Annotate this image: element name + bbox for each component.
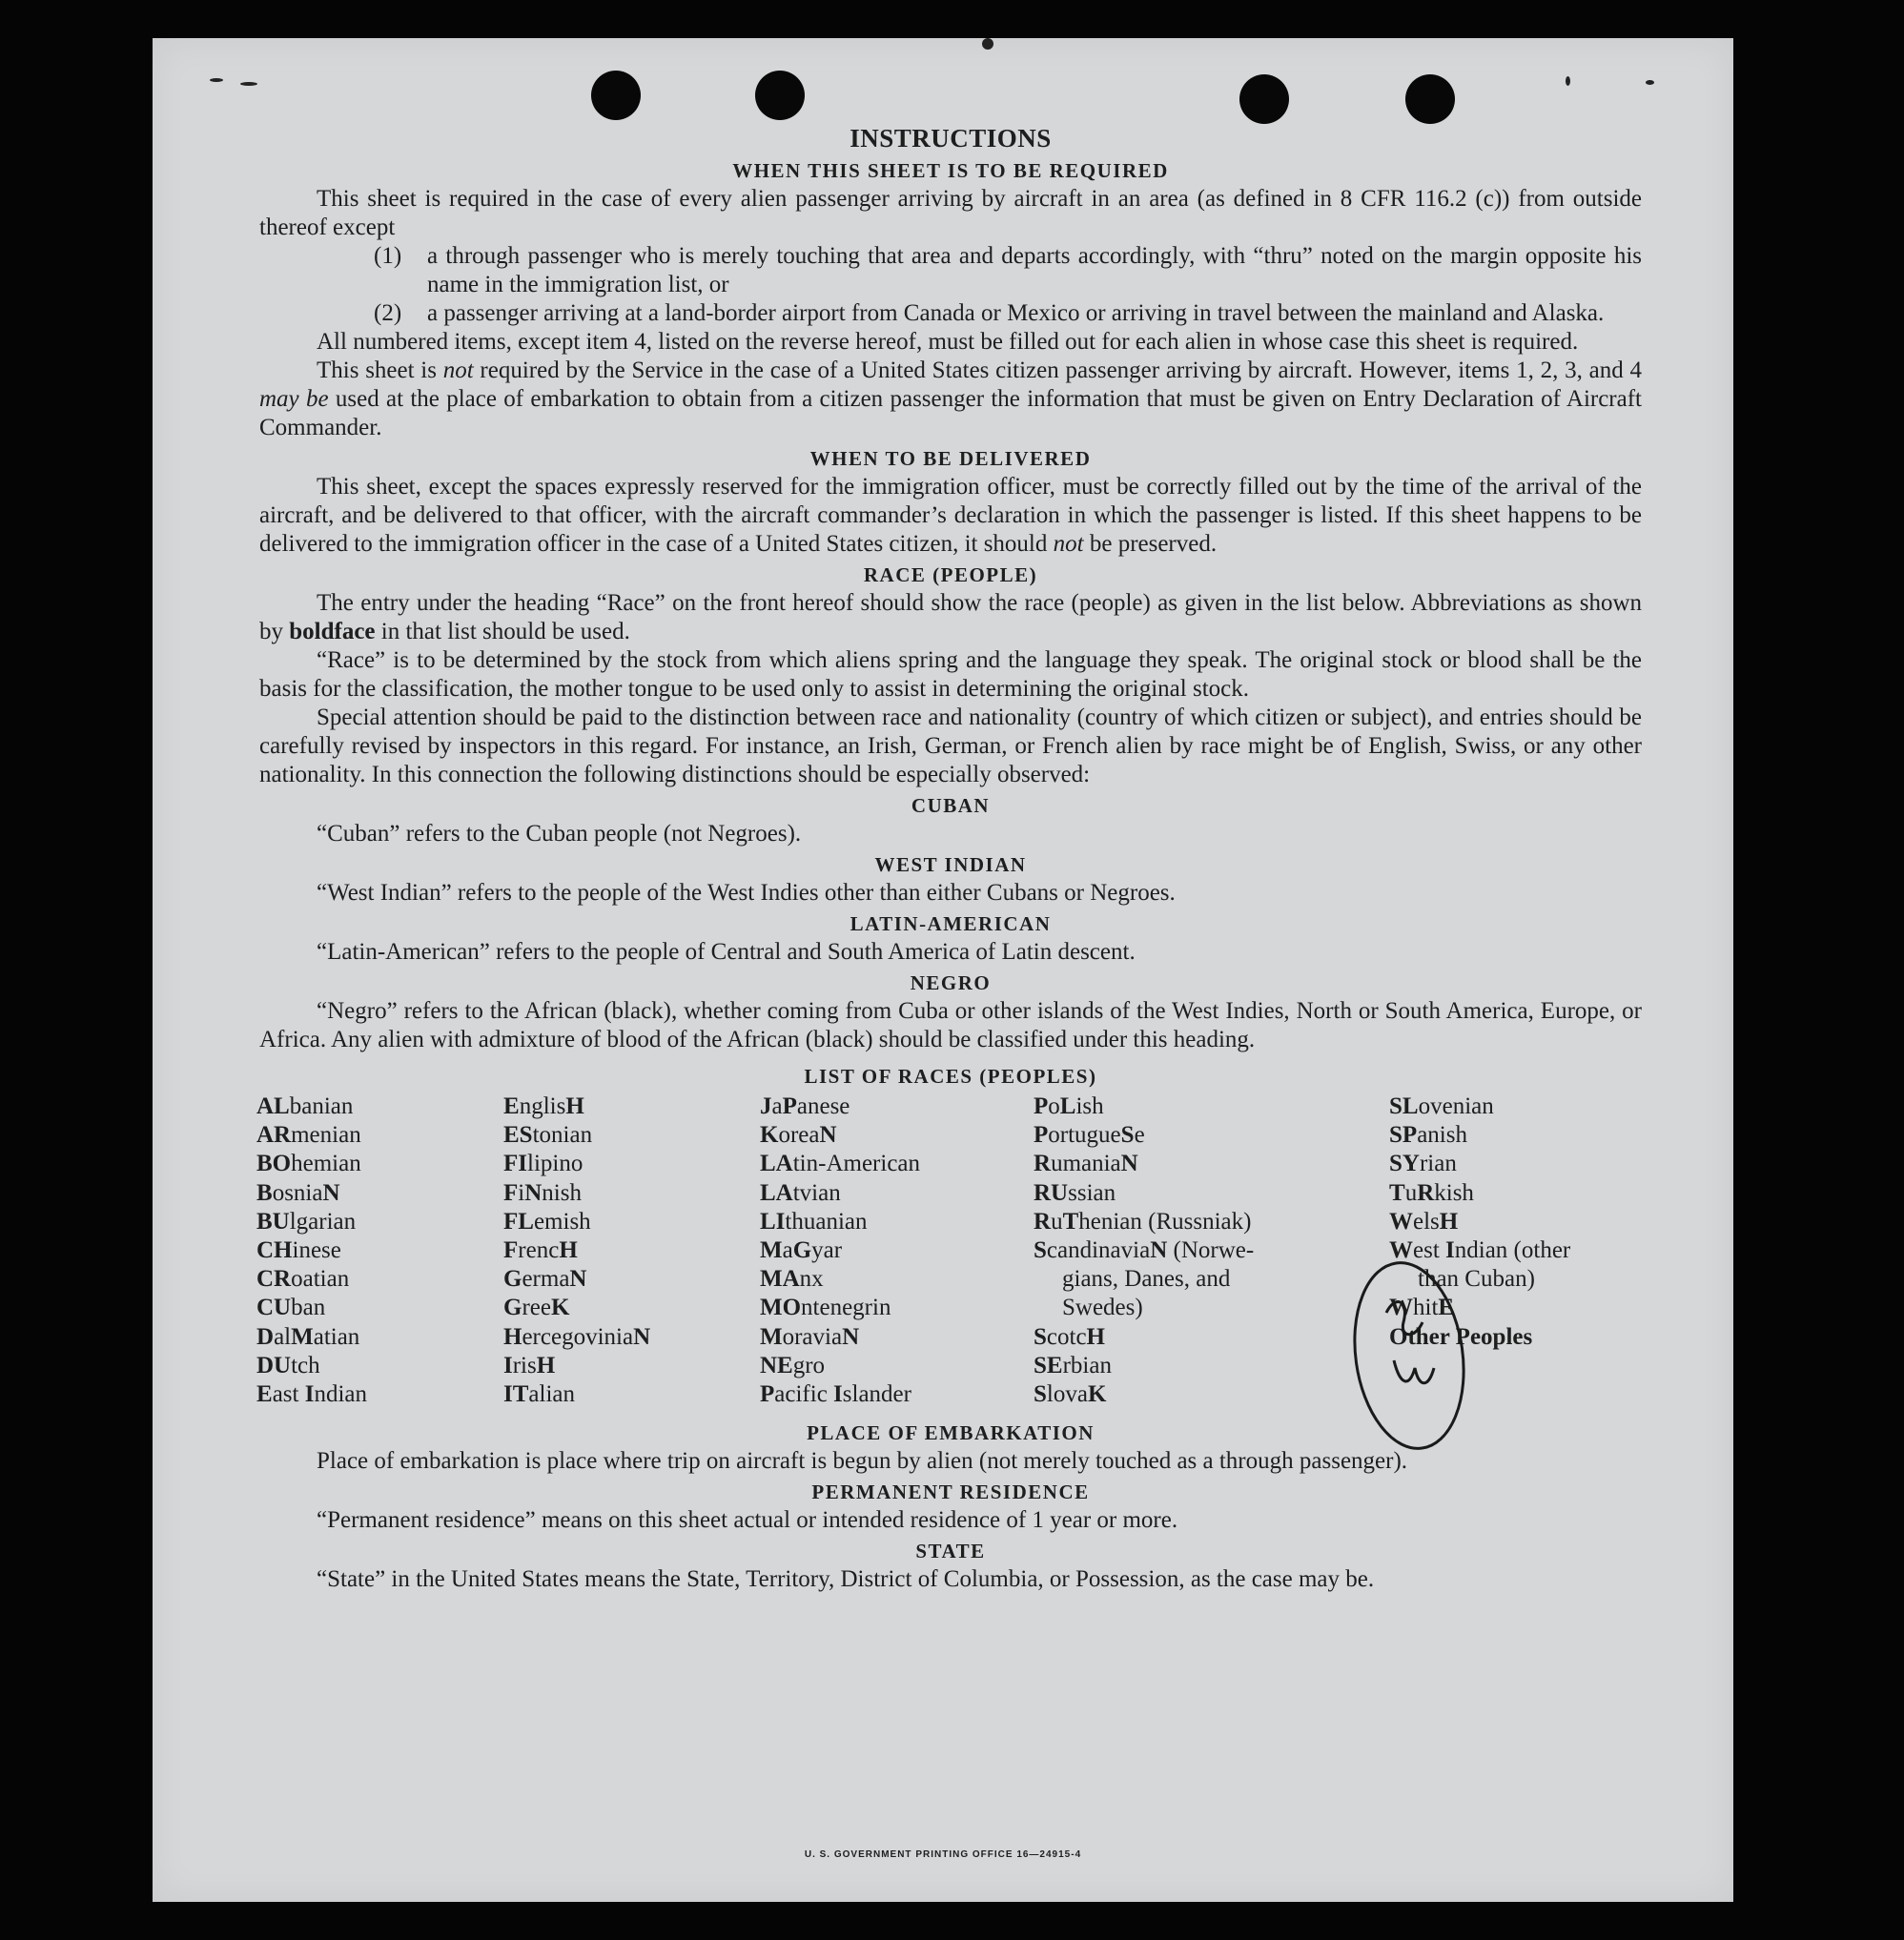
race-entry: SPanish (1389, 1122, 1467, 1149)
scan-speck (210, 78, 223, 82)
race-entry: ALbanian (256, 1093, 354, 1119)
item-number: (2) (374, 300, 402, 326)
race-paragraph-3: Special attention should be paid to the distinction between race and nationality (country of which citizen or subject), and entries should be carefully revised by inspectors in this regard. For instance, an Irish, German, or French alien by race might be of English, Swiss, or any other nationality. In this connection the following distinctions should be especially observed: (259, 705, 1642, 787)
race-entry: ARmenian (256, 1122, 361, 1149)
item-number: (1) (374, 243, 402, 269)
race-entry: NEgro (760, 1352, 826, 1378)
race-entry: IrisH (503, 1352, 556, 1378)
heading-when-delivered: WHEN TO BE DELIVERED (809, 447, 1092, 470)
numbered-items-paragraph: All numbered items, except item 4, listed on the reverse hereof, must be filled out for each alien in whose case this sheet is required. (317, 329, 1579, 355)
handwritten-circle-mark (1346, 1256, 1472, 1456)
race-entry: RumaniaN (1034, 1151, 1138, 1177)
latin-american-text: “Latin-American” refers to the people of Central and South America of Latin descent. (317, 939, 1136, 965)
race-entry: MOntenegrin (760, 1295, 891, 1321)
scan-speck (982, 38, 993, 50)
item-text: a through passenger who is merely touching that area and departs accordingly, with “thru” noted on the margin opposite his name in the immigration list, or (427, 243, 1642, 297)
race-entry: Pacific Islander (760, 1381, 911, 1408)
heading-place-of-embarkation: PLACE OF EMBARKATION (807, 1421, 1095, 1444)
negro-text: “Negro” refers to the African (black), whether coming from Cuba or other islands of the West Indies, North or South America, Europe, or Africa. Any alien with admixture of blood of the African (black) should be classified under this heading. (259, 998, 1642, 1052)
heading-west-indian: WEST INDIAN (874, 853, 1027, 876)
heading-list-of-races: LIST OF RACES (PEOPLES) (804, 1065, 1097, 1088)
race-column-3 (760, 1093, 920, 1409)
race-entry: WhitE (1389, 1295, 1455, 1321)
race-entry: GreeK (503, 1295, 570, 1321)
race-paragraph-2: “Race” is to be determined by the stock from which aliens spring and the language they speak. The original stock or blood shall be the basis for the classification, the mother tongue to be used only to assist in determining the original stock. (259, 647, 1642, 702)
race-column-2 (503, 1093, 650, 1409)
race-entry: WelsH (1389, 1208, 1459, 1235)
scan-speck (1566, 76, 1570, 86)
race-entry: FLemish (503, 1208, 591, 1235)
race-entry: CHinese (256, 1237, 341, 1264)
race-entry: MaGyar (760, 1237, 843, 1264)
race-entry: LAtin-American (760, 1151, 921, 1177)
race-entry: MAnx (760, 1266, 824, 1293)
race-entry: SYrian (1389, 1151, 1457, 1177)
required-intro: This sheet is required in the case of every alien passenger arriving by aircraft in an area (as defined in 8 CFR 116.2 (c)) from outside thereof except (259, 186, 1642, 240)
punch-hole (591, 71, 641, 120)
race-entry: PortugueSe (1034, 1122, 1145, 1149)
race-entry: than Cuban) (1418, 1266, 1535, 1293)
race-entry: FIlipino (503, 1151, 583, 1177)
heading-permanent-residence: PERMANENT RESIDENCE (811, 1481, 1090, 1503)
race-entry: JaPanese (760, 1093, 850, 1119)
race-entry: KoreaN (760, 1122, 837, 1149)
race-column-4 (1034, 1093, 1310, 1409)
punch-hole (1405, 74, 1455, 124)
west-indian-text: “West Indian” refers to the people of the West Indies other than either Cubans or Negroes. (317, 880, 1176, 906)
race-entry: FiNnish (503, 1179, 582, 1206)
race-paragraph-1: The entry under the heading “Race” on the front hereof should show the race (people) as given in the list below. Abbreviations as shown by boldface in that list should be used. (259, 590, 1642, 644)
heading-state: STATE (915, 1540, 986, 1562)
race-entry: LAtvian (760, 1179, 841, 1206)
race-entry: MoraviaN (760, 1323, 860, 1350)
race-entry: ITalian (503, 1381, 575, 1408)
scan-speck (240, 82, 257, 86)
race-entry: CUban (256, 1295, 326, 1321)
race-entry: SErbian (1034, 1352, 1112, 1378)
race-entry: CRoatian (256, 1266, 350, 1293)
race-entry: ScandinaviaN (Norwe- (1034, 1237, 1255, 1264)
race-entry: gians, Danes, and (1062, 1266, 1231, 1293)
race-entry: HercegoviniaN (503, 1323, 651, 1350)
citizen-paragraph: This sheet is not required by the Service in the case of a United States citizen passenger arriving by aircraft. However, items 1, 2, 3, and 4 may be used at the place of embarkation to obtain from a citizen passenger the information that must be given on Entry Declaration of Aircraft Commander. (259, 357, 1643, 440)
race-entry: TuRkish (1389, 1179, 1474, 1206)
cuban-text: “Cuban” refers to the Cuban people (not Negroes). (317, 821, 802, 847)
race-entry: GermaN (503, 1266, 587, 1293)
punch-hole (1239, 74, 1289, 124)
race-entry: BUlgarian (256, 1208, 357, 1235)
race-entry: DUtch (256, 1352, 320, 1378)
delivered-paragraph: This sheet, except the spaces expressly reserved for the immigration officer, must be correctly filled out by the time of the arrival of the aircraft, and be delivered to that officer, with the aircraft commander’s declaration in which the passenger is listed. If this sheet happens to be delivered to the immigration officer in the case of a United States citizen, it should not be preserved. (259, 474, 1642, 557)
race-column-1 (256, 1093, 367, 1409)
exception-item (374, 299, 1642, 328)
race-entry: RuThenian (Russniak) (1034, 1208, 1252, 1235)
punch-hole (755, 71, 805, 120)
heading-cuban: CUBAN (911, 794, 991, 817)
scan-speck (1646, 80, 1654, 85)
residence-text: “Permanent residence” means on this sheet actual or intended residence of 1 year or more. (317, 1507, 1178, 1533)
race-entry: East Indian (256, 1381, 367, 1408)
state-text: “State” in the United States means the State, Territory, District of Columbia, or Possession, as the case may be. (317, 1566, 1375, 1592)
document-sheet (153, 38, 1733, 1902)
race-entry: BOhemian (256, 1151, 361, 1177)
exception-item (374, 242, 1642, 299)
race-entry: SLovenian (1389, 1093, 1494, 1119)
heading-when-required: WHEN THIS SHEET IS TO BE REQUIRED (732, 159, 1169, 182)
embarkation-text: Place of embarkation is place where trip on aircraft is begun by alien (not merely touched as a through passenger). (317, 1448, 1408, 1474)
race-entry: ScotcH (1034, 1323, 1105, 1350)
race-entry: Swedes) (1062, 1295, 1143, 1321)
race-entry: SlovaK (1034, 1381, 1107, 1408)
race-entry: Other Peoples (1389, 1323, 1533, 1350)
race-entry: LIthuanian (760, 1208, 868, 1235)
heading-negro: NEGRO (910, 971, 992, 994)
race-entry: EnglisH (503, 1093, 584, 1119)
heading-latin-american: LATIN-AMERICAN (850, 912, 1052, 935)
race-entry: BosniaN (256, 1179, 340, 1206)
printing-office-footer: U. S. GOVERNMENT PRINTING OFFICE 16—24915-4 (804, 1849, 1082, 1860)
item-text: a passenger arriving at a land-border airport from Canada or Mexico or arriving in travel between the mainland and Alaska. (427, 300, 1605, 326)
race-entry: RUssian (1034, 1179, 1116, 1206)
race-entry: DalMatian (256, 1323, 360, 1350)
race-entry: EStonian (503, 1122, 593, 1149)
heading-race: RACE (PEOPLE) (863, 563, 1038, 586)
page-title: INSTRUCTIONS (850, 124, 1052, 153)
race-entry: FrencH (503, 1237, 578, 1264)
race-entry: PoLish (1034, 1093, 1104, 1119)
race-entry: West Indian (other (1389, 1237, 1571, 1264)
